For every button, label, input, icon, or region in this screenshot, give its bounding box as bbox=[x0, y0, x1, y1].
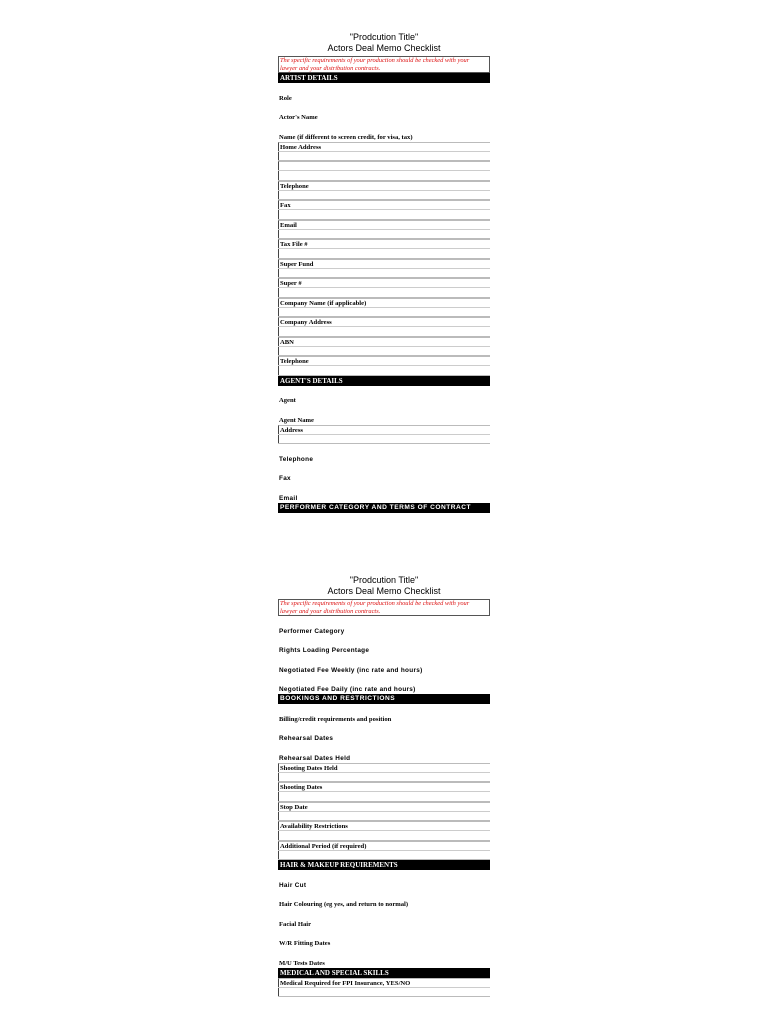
section-header-hair-makeup-requirements: HAIR & MAKEUP REQUIREMENTS bbox=[278, 860, 490, 870]
field-label: Telephone bbox=[280, 182, 309, 190]
field-label: Home Address bbox=[280, 143, 322, 151]
field-row-home-address[interactable] bbox=[278, 142, 490, 162]
field-row-fax[interactable] bbox=[278, 200, 490, 220]
field-label: Super Fund bbox=[280, 260, 314, 268]
field-row-company-address[interactable] bbox=[278, 317, 490, 337]
field-row-billing-credit-requirements-and-position[interactable] bbox=[278, 704, 490, 724]
field-label: Medical Required for FPI Insurance, YES/NO bbox=[280, 979, 411, 987]
field-label: Tax File # bbox=[280, 241, 308, 249]
field-row-m-u-tests-dates[interactable] bbox=[278, 948, 490, 968]
field-label: Telephone bbox=[279, 455, 314, 463]
field-row-agent-name[interactable] bbox=[278, 405, 490, 425]
field-row-telephone[interactable] bbox=[278, 444, 490, 464]
field-label: Rehearsal Dates Held bbox=[279, 754, 351, 762]
page-1-sections bbox=[278, 73, 490, 513]
field-row-agent[interactable] bbox=[278, 386, 490, 406]
field-row-hair-cut[interactable] bbox=[278, 870, 490, 890]
field-label: Rights Loading Percentage bbox=[279, 647, 370, 655]
field-label: Email bbox=[280, 221, 297, 229]
field-row-role[interactable] bbox=[278, 83, 490, 103]
field-row-rights-loading-percentage[interactable] bbox=[278, 636, 490, 656]
field-row-tax-file[interactable] bbox=[278, 239, 490, 259]
field-label: Availability Restrictions bbox=[280, 823, 348, 831]
field-row-shooting-dates-held[interactable] bbox=[278, 763, 490, 783]
field-label: Actor's Name bbox=[279, 114, 318, 122]
field-row-medical-required-for-fpi-insurance-yes-no[interactable] bbox=[278, 978, 490, 998]
field-row-actor-s-name[interactable] bbox=[278, 103, 490, 123]
field-row-availability-restrictions[interactable] bbox=[278, 821, 490, 841]
field-label: Negotiated Fee Daily (inc rate and hours) bbox=[279, 686, 416, 694]
checklist-page-1 bbox=[278, 32, 490, 513]
field-label: Shooting Dates Held bbox=[280, 764, 338, 772]
field-label: Facial Hair bbox=[279, 920, 312, 928]
production-title: "Prodcution Title" bbox=[349, 575, 419, 585]
field-label: Stop Date bbox=[280, 803, 308, 811]
field-label: M/U Tests Dates bbox=[279, 959, 325, 967]
field-row-telephone[interactable] bbox=[278, 181, 490, 201]
field-row-email[interactable] bbox=[278, 220, 490, 240]
field-row-shooting-dates[interactable] bbox=[278, 782, 490, 802]
field-label: Additional Period (if required) bbox=[280, 842, 367, 850]
field-row-facial-hair[interactable] bbox=[278, 909, 490, 929]
field-row-stop-date[interactable] bbox=[278, 802, 490, 822]
field-label: Company Name (if applicable) bbox=[280, 299, 367, 307]
field-row-blank[interactable] bbox=[278, 161, 490, 181]
field-label: ABN bbox=[280, 338, 294, 346]
field-row-address[interactable] bbox=[278, 425, 490, 445]
field-label: Super # bbox=[280, 280, 302, 288]
legal-note: The specific requirements of your production should be checked with your lawyer and your distribution contracts. bbox=[278, 599, 490, 616]
field-row-hair-colouring-eg-yes-and-return-to-normal[interactable] bbox=[278, 890, 490, 910]
field-label: Name (if different to screen credit, for visa, tax) bbox=[279, 133, 413, 141]
document-title: Actors Deal Memo Checklist bbox=[327, 43, 441, 53]
section-header-artist-details: ARTIST DETAILS bbox=[278, 73, 490, 83]
field-row-rehearsal-dates[interactable] bbox=[278, 724, 490, 744]
section-header-medical-and-special-skills: MEDICAL AND SPECIAL SKILLS bbox=[278, 968, 490, 978]
field-label: W/R Fitting Dates bbox=[279, 940, 331, 948]
section-header-performer-category-and-terms-of-contract: PERFORMER CATEGORY AND TERMS OF CONTRACT bbox=[278, 503, 490, 513]
field-label: Performer Category bbox=[279, 627, 345, 635]
field-row-additional-period-if-required[interactable] bbox=[278, 841, 490, 861]
field-row-super[interactable] bbox=[278, 278, 490, 298]
field-row-company-name-if-applicable[interactable] bbox=[278, 298, 490, 318]
field-row-w-r-fitting-dates[interactable] bbox=[278, 929, 490, 949]
field-label: Role bbox=[279, 94, 292, 102]
field-row-name-if-different-to-screen-credit-for-visa-tax[interactable] bbox=[278, 122, 490, 142]
field-row-super-fund[interactable] bbox=[278, 259, 490, 279]
field-label: Shooting Dates bbox=[280, 784, 323, 792]
field-label: Hair Colouring (eg yes, and return to normal) bbox=[279, 901, 409, 909]
field-label: Agent Name bbox=[279, 416, 314, 424]
checklist-page-2 bbox=[278, 575, 490, 997]
field-label: Billing/credit requirements and position bbox=[279, 715, 392, 723]
production-title: "Prodcution Title" bbox=[349, 32, 419, 42]
legal-note: The specific requirements of your production should be checked with your lawyer and your distribution contracts. bbox=[278, 56, 490, 73]
field-label: Fax bbox=[280, 202, 291, 210]
field-label: Address bbox=[280, 426, 303, 434]
field-row-rehearsal-dates-held[interactable] bbox=[278, 743, 490, 763]
field-label: Rehearsal Dates bbox=[279, 735, 334, 743]
field-label: Negotiated Fee Weekly (inc rate and hours) bbox=[279, 666, 423, 674]
field-row-fax[interactable] bbox=[278, 464, 490, 484]
section-header-agent-s-details: AGENT'S DETAILS bbox=[278, 376, 490, 386]
field-row-negotiated-fee-daily-inc-rate-and-hours[interactable] bbox=[278, 675, 490, 695]
field-row-telephone[interactable] bbox=[278, 356, 490, 376]
section-header-bookings-and-restrictions: BOOKINGS AND RESTRICTIONS bbox=[278, 694, 490, 704]
field-label: Telephone bbox=[280, 358, 309, 366]
field-label: Fax bbox=[279, 475, 291, 483]
field-row-abn[interactable] bbox=[278, 337, 490, 357]
field-row-performer-category[interactable] bbox=[278, 616, 490, 636]
field-row-negotiated-fee-weekly-inc-rate-and-hours[interactable] bbox=[278, 655, 490, 675]
document-title: Actors Deal Memo Checklist bbox=[327, 586, 441, 596]
field-label: Email bbox=[279, 494, 298, 502]
field-label: Hair Cut bbox=[279, 881, 307, 889]
field-row-email[interactable] bbox=[278, 483, 490, 503]
field-label: Agent bbox=[279, 397, 296, 405]
field-label: Company Address bbox=[280, 319, 332, 327]
page-2-sections bbox=[278, 616, 490, 997]
